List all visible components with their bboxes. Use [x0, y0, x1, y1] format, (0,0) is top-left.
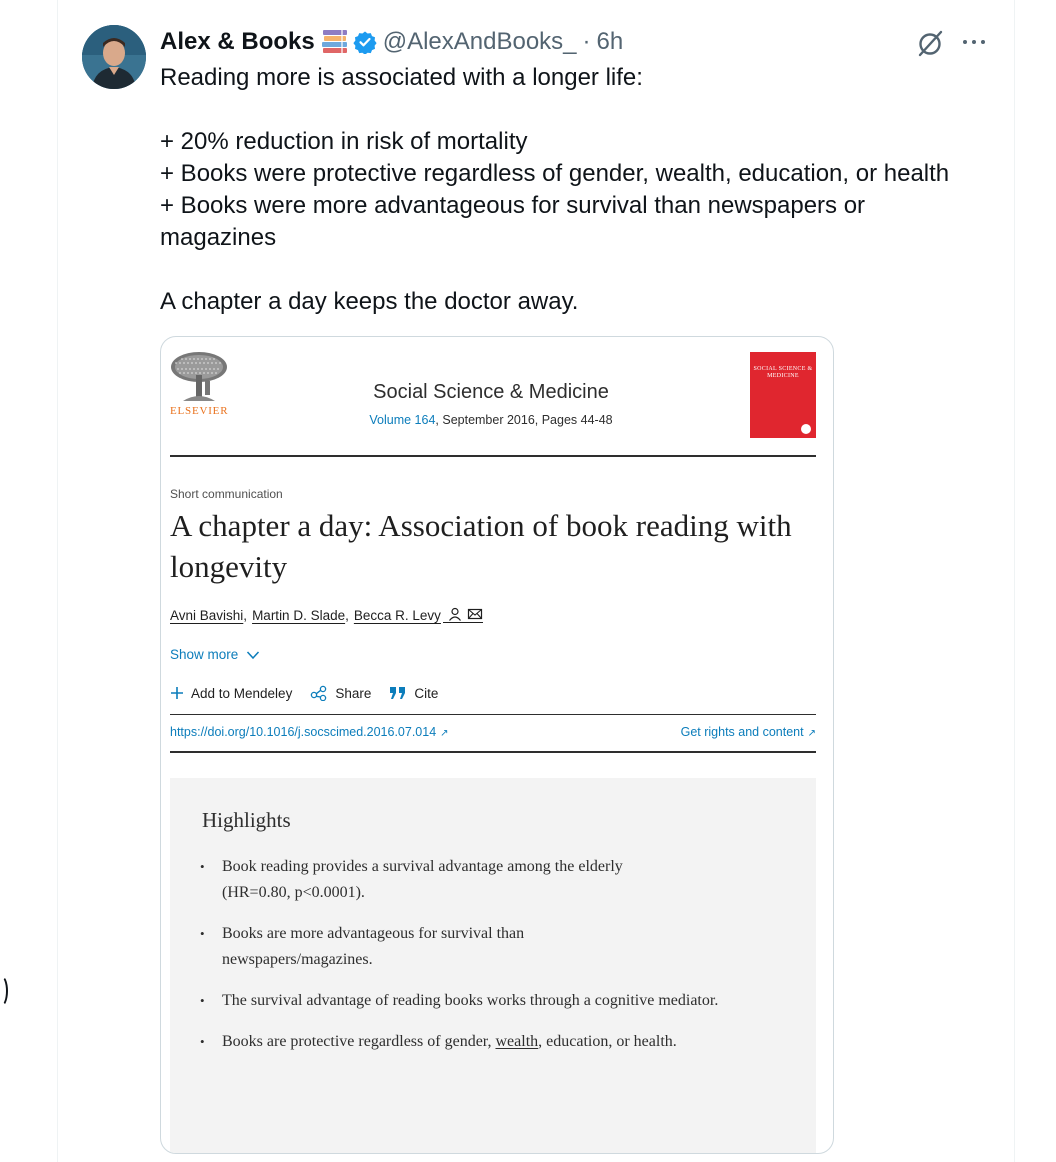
- share-label: Share: [335, 685, 372, 701]
- highlight-item: • Book reading provides a survival advantage among the elderly (HR=0.80, p<0.0001).: [200, 854, 682, 906]
- author-handle[interactable]: @AlexAndBooks_: [382, 28, 577, 55]
- elsevier-wordmark: ELSEVIER: [170, 405, 229, 417]
- mail-icon: [467, 607, 483, 621]
- cover-title: SOCIAL SCIENCE & MEDICINE: [753, 366, 813, 379]
- tweet-line: + Books were more advantageous for survival than newspapers or magazines: [160, 192, 866, 251]
- tweet-header: [160, 26, 623, 58]
- article-title: A chapter a day: Association of book reading with longevity: [170, 508, 792, 584]
- tweet-blank-line: [160, 94, 1000, 126]
- attached-image[interactable]: [160, 336, 834, 1154]
- edge-scroll-mark: [0, 975, 8, 1007]
- share-button[interactable]: [310, 685, 371, 701]
- header-separator: ·: [582, 28, 591, 55]
- chevron-down-icon: [246, 650, 260, 660]
- highlight-item: • Books are more advantageous for survival than newspapers/magazines.: [200, 921, 582, 973]
- external-link-icon: ↗: [440, 728, 449, 739]
- author-link[interactable]: Avni Bavishi: [170, 607, 244, 623]
- highlight-item: [200, 1029, 692, 1055]
- cite-label: Cite: [414, 685, 439, 701]
- show-more-toggle[interactable]: [170, 647, 260, 662]
- journal-meta: [321, 413, 661, 427]
- tweet-timestamp[interactable]: 6h: [596, 28, 624, 55]
- avatar[interactable]: [82, 25, 146, 89]
- author-separator: ,: [243, 607, 248, 623]
- tweet-line: A chapter a day keeps the doctor away.: [160, 288, 579, 315]
- author-name[interactable]: Alex & Books: [160, 28, 315, 55]
- grok-icon[interactable]: [916, 28, 946, 58]
- tweet-line: Reading more is associated with a longer life:: [160, 64, 643, 91]
- article-actions: [170, 685, 456, 701]
- show-more-label: Show more: [170, 647, 239, 662]
- mendeley-label: Add to Mendeley: [191, 685, 293, 701]
- quote-icon: [389, 686, 407, 700]
- verified-badge-icon[interactable]: [353, 30, 377, 54]
- article-type: Short communication: [170, 487, 283, 501]
- author-list: [170, 607, 483, 623]
- journal-name[interactable]: Social Science & Medicine: [373, 381, 609, 403]
- journal-cover[interactable]: [750, 352, 816, 438]
- wealth-link[interactable]: wealth: [495, 1033, 539, 1050]
- plus-icon: [170, 686, 184, 700]
- person-icon: [447, 607, 463, 621]
- author-link[interactable]: Becca R. Levy: [353, 607, 441, 623]
- timeline-column-border-left: [57, 0, 58, 1162]
- highlights-box: [170, 778, 816, 1154]
- highlights-title: Highlights: [202, 808, 291, 832]
- volume-details: , September 2016, Pages 44-48: [435, 413, 613, 427]
- highlights-list: [200, 854, 780, 1070]
- share-icon: [310, 685, 328, 701]
- tweet-text: [160, 62, 1000, 318]
- author-separator: ,: [345, 607, 349, 623]
- add-to-mendeley-button[interactable]: [170, 686, 292, 701]
- tweet-line: + Books were protective regardless of gender, wealth, education, or health: [160, 160, 950, 187]
- rights-text: Get rights and content: [680, 725, 804, 739]
- doi-text: https://doi.org/10.1016/j.socscimed.2016.07.014: [170, 725, 437, 739]
- header-divider: [170, 455, 816, 457]
- doi-divider: [170, 751, 816, 753]
- author-contact-icons[interactable]: [443, 607, 483, 623]
- highlight-item: • The survival advantage of reading books works through a cognitive mediator.: [200, 988, 722, 1014]
- highlight-text: Books are protective regardless of gender,: [222, 1033, 496, 1050]
- external-link-icon: ↗: [807, 728, 816, 739]
- tweet-line: + 20% reduction in risk of mortality: [160, 128, 528, 155]
- highlight-text: , education, or health.: [538, 1033, 677, 1050]
- actions-divider: [170, 714, 816, 715]
- timeline-column-border-right: [1014, 0, 1015, 1162]
- elsevier-tree-logo: [169, 351, 229, 403]
- rights-link[interactable]: [681, 725, 816, 739]
- cover-logo-icon: [801, 424, 811, 434]
- cite-button[interactable]: [389, 686, 438, 701]
- more-options-icon[interactable]: [960, 30, 988, 54]
- books-emoji-icon: [321, 29, 349, 55]
- author-link[interactable]: Martin D. Slade: [252, 607, 346, 623]
- doi-link[interactable]: [170, 725, 449, 739]
- tweet-blank-line: [160, 254, 1000, 286]
- volume-link[interactable]: Volume 164: [369, 413, 436, 427]
